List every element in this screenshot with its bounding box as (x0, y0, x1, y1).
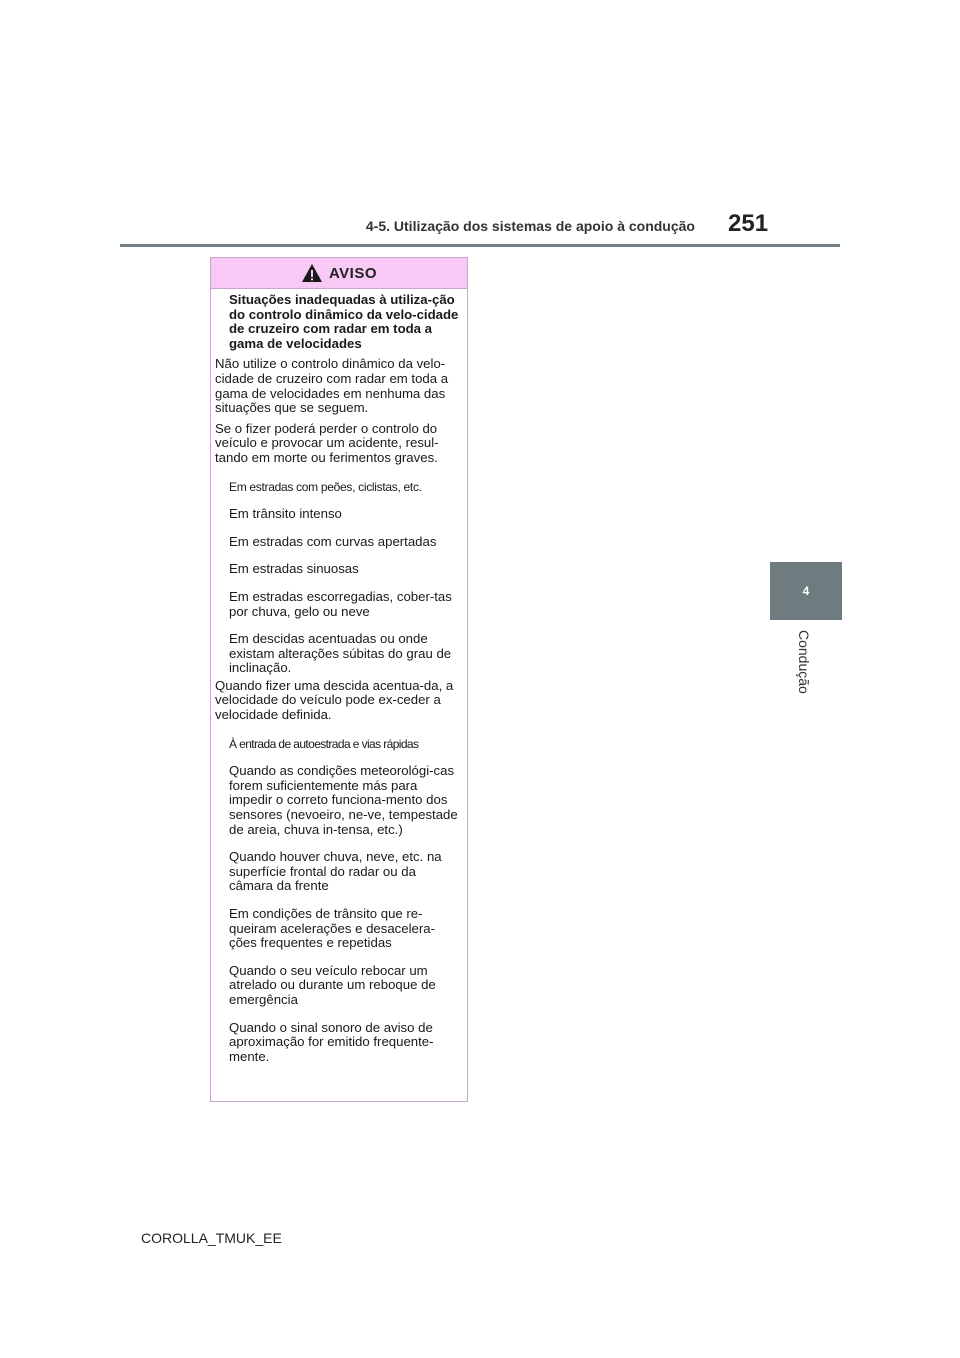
warning-triangle-icon (301, 263, 323, 283)
list-item: Em descidas acentuadas ou onde existam alterações súbitas do grau de inclinação. (229, 631, 452, 676)
list-item: Em estradas com peões, ciclistas, etc. (229, 479, 422, 494)
header-divider (120, 244, 840, 247)
section-title: 4-5. Utilização dos sistemas de apoio à condução (365, 218, 695, 234)
chapter-number: 4 (802, 584, 810, 598)
chapter-tab (770, 562, 842, 620)
warning-header (211, 258, 467, 289)
warning-paragraph: Se o fizer poderá perder o controlo do veículo e provocar um acidente, resul-tando em morte ou ferimentos graves. (215, 420, 439, 465)
warning-box (210, 257, 468, 1102)
chapter-name: Condução (796, 630, 812, 694)
warning-paragraph: Não utilize o controlo dinâmico da velo-cidade de cruzeiro com radar em toda a gama de velocidades em nenhuma das situações que se seguem. (215, 356, 449, 416)
list-item: Em estradas sinuosas (229, 561, 359, 577)
list-item: Em trânsito intenso (229, 506, 342, 522)
descent-note: Quando fizer uma descida acentua-da, a velocidade do veículo pode ex-ceder a velocidade definida. (215, 677, 454, 723)
list-item: Quando houver chuva, neve, etc. na superfície frontal do radar ou da câmara da frente (229, 849, 442, 894)
list-item: À entrada de autoestrada e vias rápidas (229, 736, 419, 751)
warning-label: AVISO (328, 264, 378, 282)
list-item: Em estradas com curvas apertadas (229, 533, 437, 549)
list-item: Em estradas escorregadias, cober-tas por chuva, gelo ou neve (229, 588, 452, 619)
warning-body (211, 289, 467, 1064)
list-item: Quando o sinal sonoro de aviso de aproximação for emitido frequente-mente. (229, 1019, 434, 1064)
list-item: Quando o seu veículo rebocar um atrelado ou durante um reboque de emergência (229, 962, 436, 1007)
warning-title: Situações inadequadas à utiliza-ção do controlo dinâmico da velo-cidade de cruzeiro com radar em toda a gama de velocidades (229, 292, 459, 351)
footer-code: COROLLA_TMUK_EE (141, 1230, 282, 1246)
list-item: Quando as condições meteorológi-cas forem suficientemente más para impedir o correto funciona-mento dos sensores (nevoeiro, ne-ve, tempestade de areia, chuva in-tensa, etc.) (229, 763, 458, 837)
page-number: 251 (728, 210, 769, 237)
list-item: Em condições de trânsito que re-queiram acelerações e desacelera-ções frequentes e repetidas (229, 906, 435, 951)
